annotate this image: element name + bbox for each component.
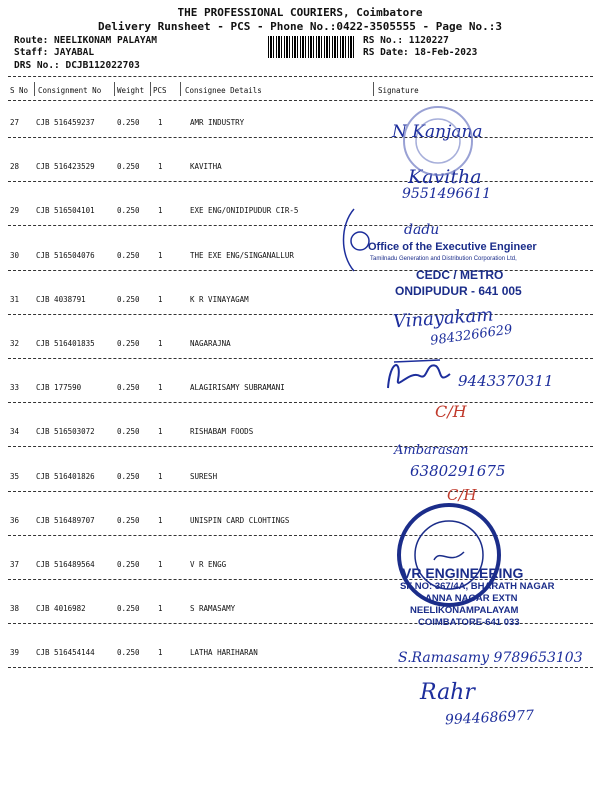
cell-pcs: 1 (158, 118, 163, 127)
cell-weight: 0.250 (117, 251, 140, 260)
rs-date: RS Date: 18-Feb-2023 (363, 47, 478, 58)
route-label: Route: NEELIKONAM PALAYAM (14, 35, 157, 46)
row-separator (8, 314, 593, 315)
phone-row-34: 6380291675 (410, 462, 506, 480)
row-separator (8, 535, 593, 536)
cell-consignment: CJB 4038791 (36, 295, 86, 304)
cell-pcs: 1 (158, 339, 163, 348)
column-divider (150, 82, 151, 96)
signature-row-29: dadu (404, 222, 440, 238)
stamp-vr-line3: ANNA NAGAR EXTN (425, 593, 518, 604)
cell-consignment: CJB 516401826 (36, 472, 95, 481)
cell-weight: 0.250 (117, 206, 140, 215)
phone-row-39: 9944686977 (444, 707, 535, 729)
round-seal-icon (400, 103, 476, 179)
cell-pcs: 1 (158, 472, 163, 481)
cell-consignee: UNISPIN CARD CLOHTINGS (190, 516, 290, 525)
cell-sno: 35 (10, 472, 20, 481)
cell-pcs: 1 (158, 206, 163, 215)
cell-consignee: AMR INDUSTRY (190, 118, 245, 127)
column-divider (180, 82, 181, 96)
header-bottom-rule (8, 100, 593, 101)
cell-sno: 36 (10, 516, 20, 525)
col-header-consignee: Consignee Details (185, 86, 262, 95)
stamp-exe-line1: Office of the Executive Engineer (368, 241, 537, 253)
cell-pcs: 1 (158, 295, 163, 304)
cell-consignee: KAVITHA (190, 162, 222, 171)
cell-sno: 29 (10, 206, 20, 215)
cell-consignee: K R VINAYAGAM (190, 295, 249, 304)
signature-row-35: C/H (447, 486, 477, 504)
cell-consignment: CJB 516504076 (36, 251, 95, 260)
stamp-exe-line4: ONDIPUDUR - 641 005 (395, 284, 522, 298)
signature-row-33: C/H (435, 402, 467, 421)
row-separator (8, 181, 593, 182)
cell-weight: 0.250 (117, 560, 140, 569)
cell-weight: 0.250 (117, 162, 140, 171)
cell-weight: 0.250 (117, 648, 140, 657)
column-divider (34, 82, 35, 96)
cell-pcs: 1 (158, 560, 163, 569)
phone-row-28: 9551496611 (402, 186, 492, 202)
cell-pcs: 1 (158, 383, 163, 392)
stamp-vr-line4: NEELIKONAMPALAYAM (410, 605, 519, 616)
row-separator (8, 225, 593, 226)
cell-weight: 0.250 (117, 339, 140, 348)
cell-consignee: S RAMASAMY (190, 604, 236, 613)
row-separator (8, 667, 593, 668)
row-separator (8, 446, 593, 447)
cell-consignment: CJB 516459237 (36, 118, 95, 127)
cell-consignment: CJB 516504101 (36, 206, 95, 215)
cell-sno: 31 (10, 295, 20, 304)
scribble-signature-row-32 (380, 350, 460, 395)
cell-weight: 0.250 (117, 472, 140, 481)
cell-pcs: 1 (158, 162, 163, 171)
cell-consignment: CJB 516401835 (36, 339, 95, 348)
signature-row-34: Ambarasan (394, 443, 469, 458)
row-separator (8, 270, 593, 271)
cell-consignment: CJB 516489564 (36, 560, 95, 569)
signature-row-39: Rahr (420, 680, 475, 705)
cell-consignee: V R ENGG (190, 560, 227, 569)
cell-consignment: CJB 516454144 (36, 648, 95, 657)
col-header-pcs: PCS (153, 86, 167, 95)
phone-row-32: 9443370311 (458, 372, 554, 390)
cell-consignee: ALAGIRISAMY SUBRAMANI (190, 383, 285, 392)
cell-pcs: 1 (158, 516, 163, 525)
drs-number: DRS No.: DCJB112022703 (14, 60, 140, 71)
signature-row-31: Vinayakam (392, 304, 494, 333)
column-divider (114, 82, 115, 96)
stamp-exe-line2: Tamilnadu Generation and Distribution Corporation Ltd, (370, 256, 517, 262)
signature-row-27: N Kanjana (392, 122, 483, 142)
cell-consignee: NAGARAJNA (190, 339, 231, 348)
cell-weight: 0.250 (117, 383, 140, 392)
cell-pcs: 1 (158, 427, 163, 436)
cell-consignment: CJB 516503072 (36, 427, 95, 436)
col-header-sno: S No (10, 86, 29, 95)
phone-row-31: 9843266629 (429, 322, 514, 349)
row-separator (8, 358, 593, 359)
cell-sno: 38 (10, 604, 20, 613)
cell-weight: 0.250 (117, 427, 140, 436)
cell-weight: 0.250 (117, 516, 140, 525)
cell-consignment: CJB 4016982 (36, 604, 86, 613)
header-top-rule (8, 76, 593, 77)
cell-pcs: 1 (158, 251, 163, 260)
company-name: THE PROFESSIONAL COURIERS, Coimbatore (177, 6, 423, 19)
cell-consignment: CJB 516423529 (36, 162, 95, 171)
cell-sno: 34 (10, 427, 20, 436)
cell-consignee: EXE ENG/ONIDIPUDUR CIR-5 (190, 206, 299, 215)
cell-consignee: LATHA HARIHARAN (190, 648, 258, 657)
row-separator (8, 402, 593, 403)
cell-pcs: 1 (158, 648, 163, 657)
cell-sno: 27 (10, 118, 20, 127)
cell-weight: 0.250 (117, 118, 140, 127)
cell-consignee: SURESH (190, 472, 218, 481)
cell-pcs: 1 (158, 604, 163, 613)
stamp-vr-line1: VR ENGINEERING (402, 565, 524, 581)
cell-consignment: CJB 177590 (36, 383, 82, 392)
col-header-consignment: Consignment No (38, 86, 102, 95)
cell-consignee: THE EXE ENG/SINGANALLUR (190, 251, 294, 260)
runsheet-subtitle: Delivery Runsheet - PCS - Phone No.:0422-3505555 - Page No.:3 (98, 20, 502, 33)
col-header-weight: Weight (117, 86, 145, 95)
rs-number: RS No.: 1120227 (363, 35, 449, 46)
bracket-mark-icon (336, 205, 376, 275)
cell-sno: 32 (10, 339, 20, 348)
cell-sno: 33 (10, 383, 20, 392)
row-separator (8, 137, 593, 138)
cell-sno: 28 (10, 162, 20, 171)
signature-row-28: Kavitha (408, 166, 482, 188)
cell-consignment: CJB 516489707 (36, 516, 95, 525)
staff-label: Staff: JAYABAL (14, 47, 95, 58)
cell-consignee: RISHABAM FOODS (190, 427, 254, 436)
stamp-vr-line2: SF NO: 367/4A, BHARATH NAGAR (400, 581, 555, 592)
stamp-exe-line3: CEDC / METRO (416, 268, 504, 282)
col-header-signature: Signature (378, 86, 419, 95)
cell-sno: 37 (10, 560, 20, 569)
cell-weight: 0.250 (117, 295, 140, 304)
row-separator (8, 491, 593, 492)
cell-weight: 0.250 (117, 604, 140, 613)
signature-row-38: S.Ramasamy 9789653103 (398, 650, 583, 666)
stamp-vr-line5: COIMBATORE-641 033 (418, 617, 520, 628)
column-divider (373, 82, 374, 96)
cell-sno: 39 (10, 648, 20, 657)
barcode (268, 36, 354, 58)
cell-sno: 30 (10, 251, 20, 260)
